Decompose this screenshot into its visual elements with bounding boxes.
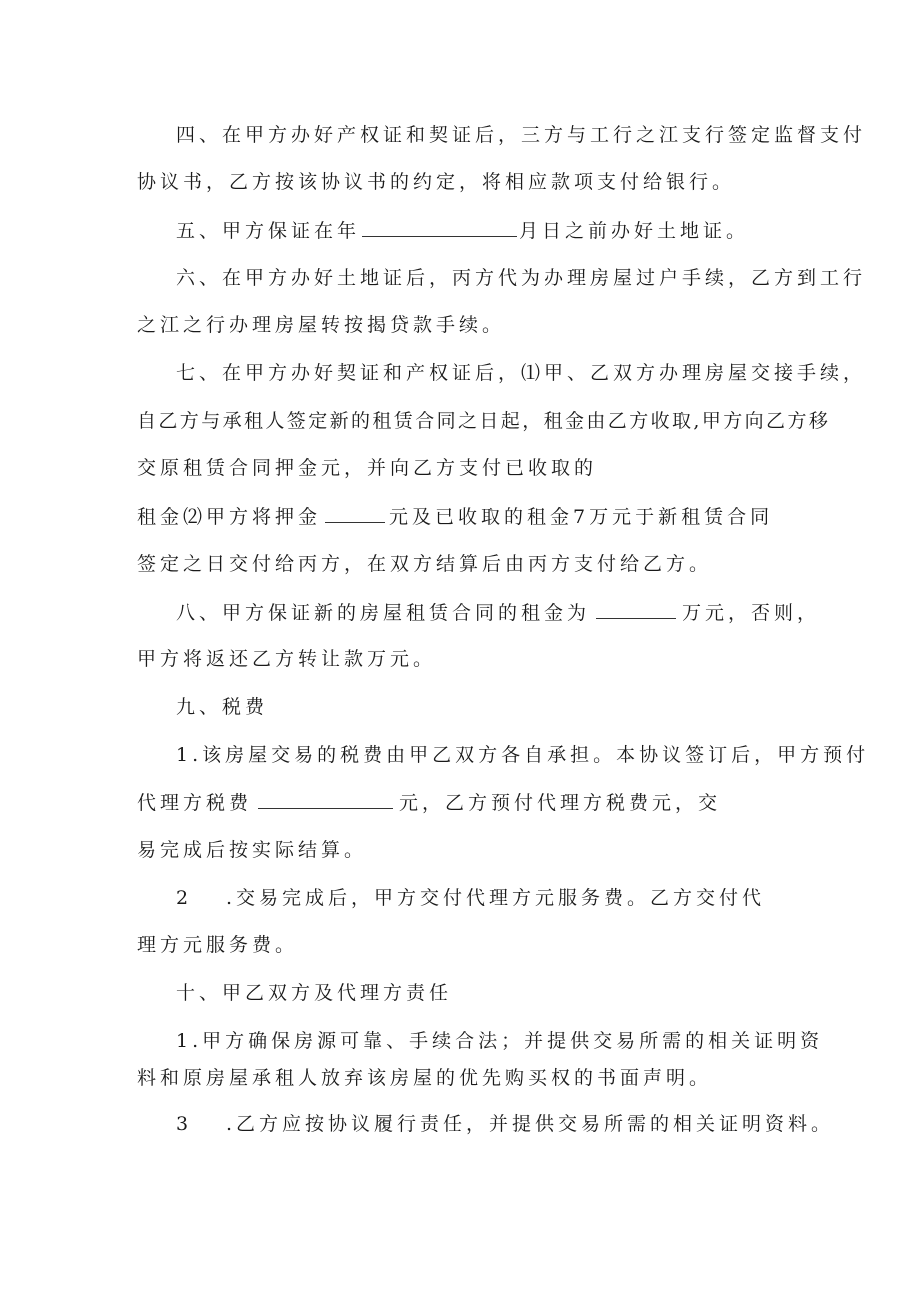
clause-9-heading: 九、税费 bbox=[176, 696, 269, 718]
clause-5-text-b: 月日之前办好土地证。 bbox=[519, 220, 750, 242]
clause-6-line-2: 之江之行办理房屋转按揭贷款手续。 bbox=[137, 314, 506, 336]
clause-7-line-5: 签定之日交付给丙方，在双方结算后由丙方支付给乙方。 bbox=[137, 553, 713, 575]
deposit-blank bbox=[325, 504, 385, 523]
rent-blank bbox=[596, 600, 676, 619]
clause-4-line-1: 四、在甲方办好产权证和契证后，三方与工行之江支行签定监督支付 bbox=[176, 124, 867, 146]
clause-9-1-text-b: 元，乙方预付代理方税费元，交 bbox=[399, 792, 722, 814]
year-blank bbox=[362, 218, 517, 237]
clause-8-line-1 bbox=[176, 600, 820, 625]
clause-10-heading: 十、甲乙双方及代理方责任 bbox=[176, 982, 453, 1004]
clause-9-1-line-3: 易完成后按实际结算。 bbox=[137, 839, 368, 861]
clause-7-line-2: 自乙方与承租人签定新的租赁合同之日起，租金由乙方收取,甲方向乙方移 bbox=[137, 410, 831, 432]
clause-9-1-line-1: 1.该房屋交易的税费由甲乙双方各自承担。本协议签订后，甲方预付 bbox=[176, 744, 870, 766]
clause-10-3-number: 3 bbox=[176, 1113, 193, 1135]
clause-7-text-a: 租金⑵甲方将押金 bbox=[137, 506, 322, 528]
clause-4-line-2: 协议书，乙方按该协议书的约定，将相应款项支付给银行。 bbox=[137, 171, 736, 193]
clause-5-line bbox=[176, 218, 749, 243]
clause-10-3-line: .乙方应按协议履行责任，并提供交易所需的相关证明资料。 bbox=[226, 1113, 835, 1135]
clause-8-text-b: 万元，否则， bbox=[682, 602, 821, 624]
clause-7-line-3: 交原租赁合同押金元，并向乙方支付已收取的 bbox=[137, 457, 598, 479]
clause-9-2-number: 2 bbox=[176, 887, 193, 909]
clause-7-line-1: 七、在甲方办好契证和产权证后，⑴甲、乙双方办理房屋交接手续， bbox=[176, 362, 867, 384]
clause-7-line-4 bbox=[137, 504, 773, 529]
clause-9-1-line-2 bbox=[137, 790, 721, 815]
clause-8-text-a: 八、甲方保证新的房屋租赁合同的租金为 bbox=[176, 602, 591, 624]
tax-blank bbox=[258, 790, 393, 809]
clause-10-1-line-2: 料和原房屋承租人放弃该房屋的优先购买权的书面声明。 bbox=[137, 1067, 713, 1089]
clause-8-line-2: 甲方将返还乙方转让款万元。 bbox=[137, 648, 437, 670]
clause-9-2-line-2: 理方元服务费。 bbox=[137, 934, 299, 956]
clause-10-1-line-1: 1.甲方确保房源可靠、手续合法；并提供交易所需的相关证明资 bbox=[176, 1030, 824, 1052]
clause-5-text-a: 五、甲方保证在年 bbox=[176, 220, 361, 242]
clause-9-1-text-a: 代理方税费 bbox=[137, 792, 253, 814]
clause-9-2-line-1: .交易完成后，甲方交付代理方元服务费。乙方交付代 bbox=[226, 887, 766, 909]
clause-6-line-1: 六、在甲方办好土地证后，丙方代为办理房屋过户手续，乙方到工行 bbox=[176, 267, 867, 289]
clause-7-text-b: 元及已收取的租金7万元于新租赁合同 bbox=[389, 506, 774, 528]
